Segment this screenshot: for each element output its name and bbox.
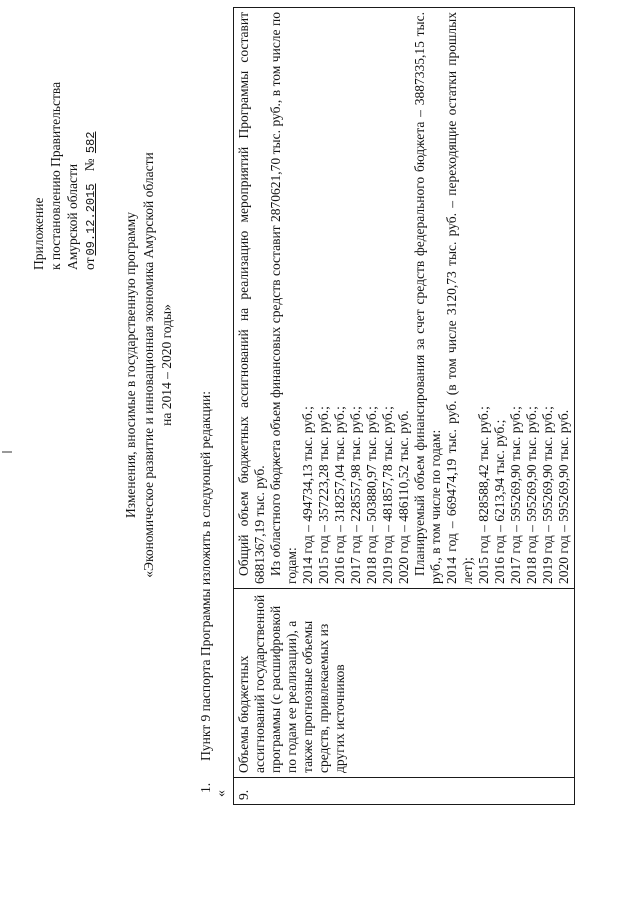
row-content (234, 8, 575, 589)
document-heading (122, 125, 176, 605)
appendix-line-1: к постановлению Правительства (48, 81, 63, 270)
number-prefix: № (82, 158, 97, 172)
federal-year: 2020 год – 595269,90 тыс. руб. (556, 409, 571, 584)
federal-year: 2017 год – 595269,90 тыс. руб.; (508, 406, 523, 584)
opening-quote: « (214, 790, 229, 797)
regional-year: 2018 год – 503880,97 тыс. руб.; (364, 406, 379, 584)
federal-year: 2018 год – 595269,90 тыс. руб.; (524, 406, 539, 584)
federal-year: 2016 год – 6213,94 тыс. руб.; (492, 419, 507, 584)
item-number: 1. (198, 782, 213, 793)
decree-number: 582 (84, 131, 98, 154)
date-prefix: от (82, 257, 97, 270)
heading-line-2: «Экономическое развитие и инновационная экономика Амурской области (141, 152, 156, 578)
total-text: Общий объем бюджетных ассигнований на реализацию мероприятий Программы составит 6881367,19 тыс. руб. (236, 12, 267, 584)
passport-table (233, 7, 575, 805)
appendix-line-2: Амурской области (65, 163, 80, 270)
row-label: Объемы бюджетных ассигнований государственной программы (с расшифровкой по годам ее реализации), а также прогнозные объемы средств, привлекаемых из других источников (234, 589, 575, 778)
regional-text: Из областного бюджета объем финансовых средств составит 2870621,70 тыс. руб., в том числе по годам: (268, 12, 299, 584)
federal-year: 2019 год – 595269,90 тыс. руб.; (540, 406, 555, 584)
regional-year: 2017 год – 228557,98 тыс. руб.; (348, 406, 363, 584)
row-number: 9. (234, 778, 575, 805)
regional-year: 2020 год – 486110,52 тыс. руб. (396, 410, 411, 584)
appendix-block (30, 82, 100, 270)
regional-year: 2015 год – 357223,28 тыс. руб.; (316, 406, 331, 584)
federal-text: Планируемый объем финансирования за счет средств федерального бюджета – 3887335,15 тыс. руб., в том числе по годам: (412, 12, 443, 584)
scan-mark (2, 451, 12, 453)
decree-date: 09.12.2015 (84, 183, 98, 256)
regional-year: 2014 год – 494734,13 тыс. руб.; (300, 406, 315, 584)
regional-year: 2019 год – 481857,78 тыс. руб.; (380, 406, 395, 584)
heading-line-3: на 2014 – 2020 годы» (159, 304, 174, 426)
federal-year-2014: 2014 год – 669474,19 тыс. руб. (в том числе 3120,73 тыс. руб. – переходящие остатки прошлых лет); (444, 12, 475, 584)
regional-year: 2016 год – 318257,04 тыс. руб.; (332, 406, 347, 584)
federal-year: 2015 год – 828588,42 тыс. руб.; (476, 406, 491, 584)
table-row (234, 8, 575, 805)
heading-line-1: Изменения, вносимые в государственную программу (123, 212, 138, 518)
appendix-title: Приложение (31, 197, 46, 270)
item-text: Пункт 9 паспорта Программы изложить в следующей редакции: (198, 391, 213, 761)
item-1 (198, 391, 214, 793)
appendix-date-line (81, 82, 100, 270)
